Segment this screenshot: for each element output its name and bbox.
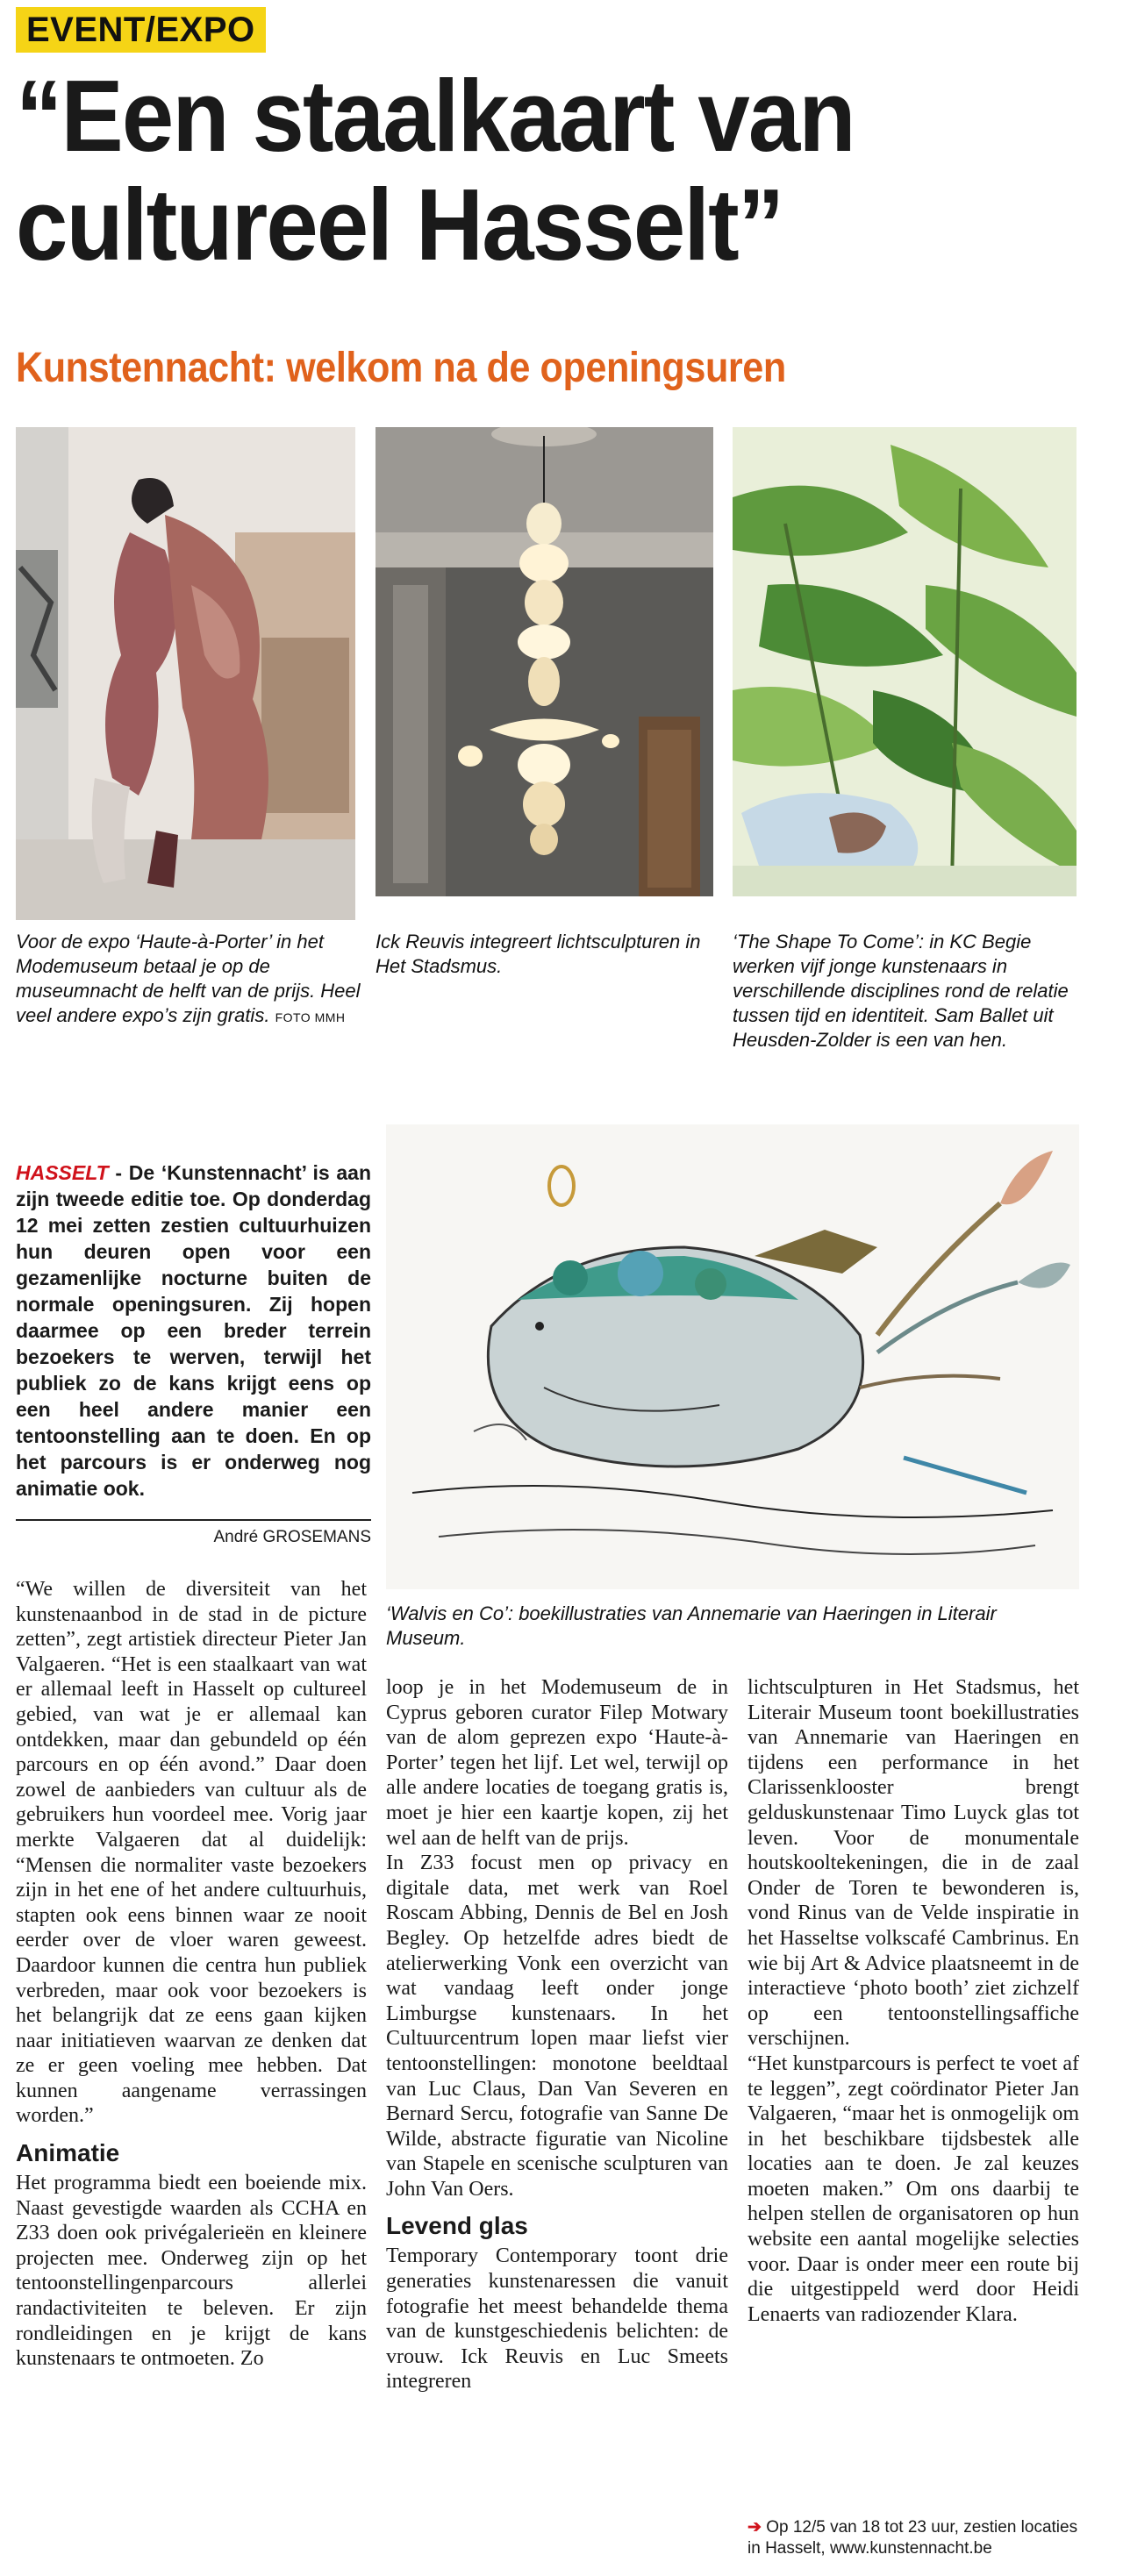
event-info: [747, 2517, 1079, 2559]
column-1-paragraph-1: “We willen de diversiteit van het kunstenaanbod in de stad in de picture zetten”, zegt artistiek directeur Pieter Jan Valgaeren. “Het is een staalkaart van wat er allemaal leeft in Hasselt op cultureel gebied, van wat je er allemaal kan ontdekken, maar dan gebundeld op één parcours en op één avond.” Daar doen zowel de aanbieders van cultuur als de gebruikers hun voordeel mee. Vorig jaar merkte Valgaeren dat al duidelijk: “Mensen die normaliter vaste bezoekers zijn in het ene of het andere cultuurhuis, stapten ook eens binnen waar ze nooit eerder over de vloer waren geweest. Daardoor kunnen die centra hun publiek verbreden, maar ook voor bezoekers is het belangrijk dat ze eens gaan kijken naar initiatieven waarvan ze denken dat ze er geen voeling mee hebben. Dat kunnen aangename verrassingen worden.”: [16, 1578, 367, 2128]
byline: André GROSEMANS: [213, 1528, 371, 1546]
headline: [16, 59, 1025, 282]
caption-light-sculpture: Ick Reuvis integreert lichtsculpturen in Het Stadsmus.: [376, 931, 701, 977]
body-column-1: [16, 1577, 367, 2372]
caption-banana-leaves: ‘The Shape To Come’: in KC Begie werken vijf jonge kunstenaars in verschillende disciplines rond de relatie tussen tijd en identiteit. Sam Ballet uit Heusden-Zolder is een van hen.: [733, 931, 1069, 1051]
byline-divider: [16, 1519, 371, 1521]
photo-whale-illustration: [386, 1124, 1079, 1589]
body-column-2: [386, 1675, 728, 2394]
dateline-place: HASSELT: [16, 1161, 109, 1184]
section-tag: EVENT/EXPO: [16, 7, 266, 53]
headline-line-2: cultureel Hasselt”: [16, 168, 783, 282]
column-3-paragraph-1: lichtsculpturen in Het Stadsmus, het Literair Museum toont boekillustraties van Annemarie van Haeringen en tijdens een performance in het Clarissenklooster brengt gelduskunstenaar Timo Luyck glas tot leven. Voor de monumentale houtskooltekeningen, die in de zaal Onder de Toren te bewonderen is, vond Rinus van de Velde inspiratie in het Hasseltse volkscafé Cambrinus. En wie bij Art & Advice plaatsneemt in de interactieve ‘photo booth’ ziet zichzelf op een tentoonstellingsaffiche verschijnen.: [747, 1676, 1079, 2051]
caption-whale-illustration: ‘Walvis en Co’: boekillustraties van Annemarie van Haeringen in Literair Museum.: [386, 1602, 997, 1649]
column-1-paragraph-2: Het programma biedt een boeiende mix. Naast gevestigde waarden als CCHA en Z33 doen ook privégalerieën en kleinere projecten mee. Onderweg zijn op het tentoonstellingenparcours allerlei randactiviteiten te beleven. Er zijn rondleidingen en je krijgt de kans kunstenaars te ontmoeten. Zo: [16, 2172, 367, 2371]
headline-line-1: “Een staalkaart van: [16, 59, 855, 173]
photo-light-sculpture: [376, 427, 713, 896]
column-3-paragraph-2: “Het kunstparcours is perfect te voet af te leggen”, zegt coördinator Pieter Jan Valgaeren, “maar het is onmogelijk om in het beschikbare tijdsbestek alle locaties aan te doen. Je zal keuzes moeten maken.” Om ons daarbij te helpen stellen de organisatoren op hun website een aantal mogelijke selecties voor. Daar is onder meer een route bij die uitgestippeld werd door Heidi Lenaerts van radiozender Klara.: [747, 2052, 1079, 2326]
subheading-animatie: Animatie: [16, 2139, 120, 2167]
column-2-paragraph-3: Temporary Contemporary toont drie generaties kunstenaressen die vanuit fotografie het meest behandelde thema van de kunstgeschiedenis belichten: de vrouw. Ick Reuvis en Luc Smeets integreren: [386, 2244, 728, 2394]
photo-banana-leaves: [733, 427, 1077, 896]
column-2-paragraph-2: In Z33 focust men op privacy en digitale data, met werk van Roel Roscam Abbing, Dennis de Bel en Josh Begley. Op hetzelfde adres biedt de atelierwerking Vonk een overzicht van wat vandaag leeft onder jonge Limburgse kunstenaars. In het Cultuurcentrum lopen maar liefst vier tentoonstellingen: monotone beeldtaal van Luc Claus, Dan Van Severen en Bernard Sercu, fotografie van Sanne De Wilde, abstracte figuratie van Nicoline van Stapele en scenische sculpturen van John Van Oers.: [386, 1852, 728, 2201]
caption-fashion-expo: [16, 930, 362, 1030]
lead-text: - De ‘Kunstennacht’ is aan zijn tweede editie toe. Op donderdag 12 mei zetten zestien cultuurhuizen hun deuren open voor een gezamenlijke nocturne buiten de normale openingsuren. Zij hopen daarmee op een breder terrein bezoekers te werven, terwijl het publiek zo de kans krijgt eens op een heel andere manier een tentoonstelling aan te doen. En op het parcours is er onderweg nog animatie ook.: [16, 1161, 371, 1500]
event-info-text: Op 12/5 van 18 tot 23 uur, zestien locaties in Hasselt, www.kunstennacht.be: [747, 2518, 1078, 2558]
body-column-3: [747, 1675, 1079, 2327]
column-2-paragraph-1: loop je in het Modemuseum de in Cyprus geboren curator Filep Motwary van de alom geprezen expo ‘Haute-à-Porter’ tegen het lijf. Let wel, terwijl op alle andere locaties de toegang gratis is, moet je hier een kaartje kopen, zij het wel aan de helft van de prijs.: [386, 1676, 728, 1850]
subheading-levend-glas: Levend glas: [386, 2212, 528, 2240]
lead-paragraph: [16, 1160, 371, 1502]
subheadline: Kunstennacht: welkom na de openingsuren: [16, 345, 786, 391]
photo-fashion-expo: [16, 427, 355, 920]
caption-fashion-expo-text: Voor de expo ‘Haute-à-Porter’ in het Modemuseum betaal je op de museumnacht de helft van de prijs. Heel veel andere expo’s zijn gratis.: [16, 931, 361, 1026]
photo-credit: FOTO MMH: [275, 1010, 346, 1024]
arrow-right-icon: ➔: [747, 2518, 762, 2537]
